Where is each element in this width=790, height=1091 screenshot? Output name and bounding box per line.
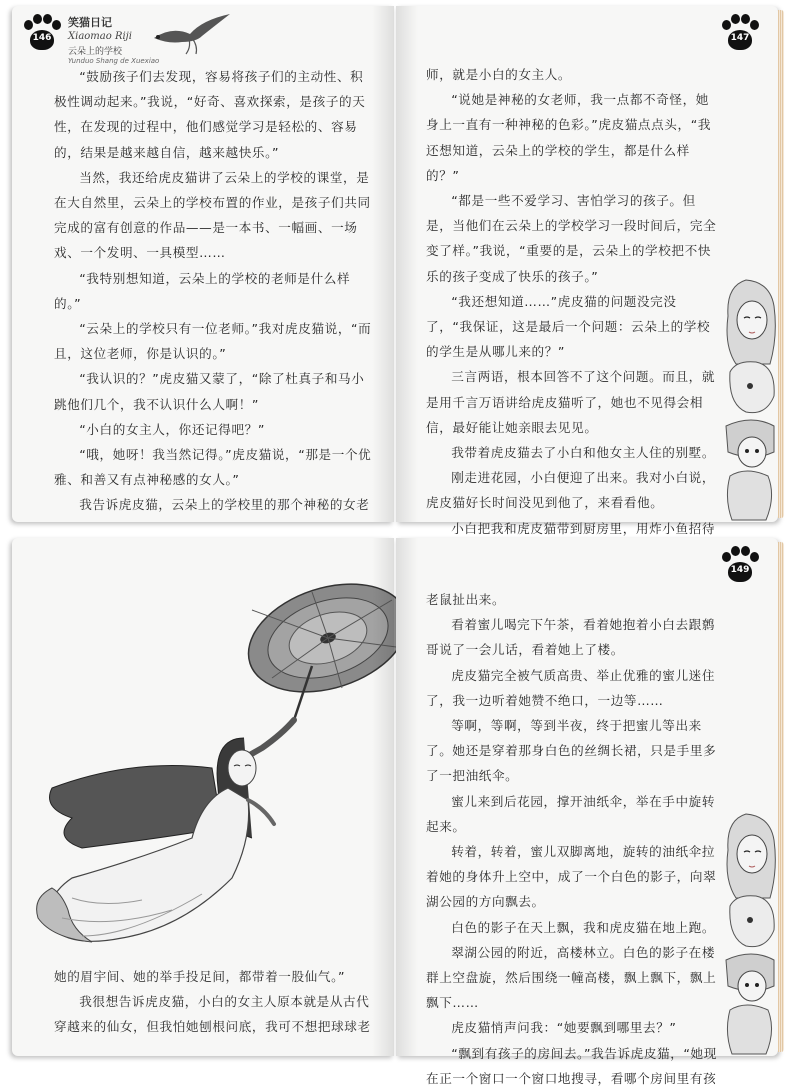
paragraph: “云朵上的学校只有一位老师。”我对虎皮猫说，“而且，这位老师，你是认识的。” — [54, 321, 372, 362]
paragraph: 我带着虎皮猫去了小白和他女主人住的别墅。 — [451, 445, 716, 461]
paragraph: 转着，转着，蜜儿双脚离地，旋转的油纸伞拉着她的身体升上空中，成了一个白色的影子，向翠湖公园的方向飘去。 — [426, 844, 717, 910]
body-text-149 — [426, 587, 718, 1091]
paragraph: “哦，她呀！我当然记得。”虎皮猫说，“那是一个优雅、和善又有点神秘感的女人。” — [54, 447, 372, 488]
top-spread — [12, 6, 778, 536]
paragraph: 老鼠扯出来。 — [426, 592, 506, 607]
paragraph: “我认识的？”虎皮猫又蒙了，“除了杜真子和马小跳他们几个，我不认识什么人啊！” — [54, 371, 365, 412]
flying-girl-umbrella-illustration — [12, 538, 394, 974]
series-title: 笑猫日记 — [68, 16, 112, 29]
page-edge — [778, 542, 784, 1052]
girls-margin-illustration — [716, 276, 778, 522]
page-number: 149 — [730, 565, 750, 575]
body-text-146 — [54, 64, 372, 518]
body-text-148 — [54, 964, 372, 1040]
paragraph: 白色的影子在天上飘，我和虎皮猫在地上跑。 — [451, 919, 716, 935]
paragraph: “说她是神秘的女老师，我一点都不奇怪，她身上一直有一种神秘的色彩。”虎皮猫点点头，“我还想知道，云朵上的学校的学生，都是什么样的？” — [426, 92, 712, 183]
page-number: 146 — [32, 33, 52, 43]
paragraph: 她的眉宇间、她的举手投足间，都带着一股仙气。” — [54, 969, 346, 984]
paragraph: 三言两语，根本回答不了这个问题。而且，就是用千言万语讲给虎皮猫听了，她也不见得会相信，最好能让她亲眼去见见。 — [426, 369, 716, 435]
paragraph: 当然，我还给虎皮猫讲了云朵上的学校的课堂，是在大自然里，云朵上的学校布置的作业，是孩子们共同完成的富有创意的作品——是一本书、一幅画、一场戏、一个发明、一具模型…… — [54, 169, 371, 261]
paragraph: 师，就是小白的女主人。 — [426, 67, 572, 82]
paragraph: 蜜儿来到后花园，撑开油纸伞，举在手中旋转起来。 — [426, 793, 716, 834]
page-146 — [12, 6, 394, 522]
girl-figure — [37, 720, 294, 942]
paragraph: “我特别想知道，云朵上的学校的老师是什么样的。” — [54, 270, 351, 311]
page-147 — [396, 6, 778, 536]
crane-illustration — [152, 12, 232, 56]
paragraph: 小白把我和虎皮猫带到厨房里，用炸小鱼招待 — [451, 520, 716, 536]
paragraph: 我很想告诉虎皮猫，小白的女主人原本就是从古代穿越来的仙女，但我怕她刨根问底，我可不想把球球老 — [54, 994, 371, 1035]
bottom-spread — [12, 538, 778, 1086]
paragraph: 等啊，等啊，等到半夜，终于把蜜儿等出来了。她还是穿着那身白色的丝绸长裙，只是手里多了一把油纸伞。 — [426, 718, 717, 784]
paw-page-number-146 — [20, 12, 64, 56]
series-romanized: Xiaomao Riji — [68, 31, 132, 42]
paragraph: “小白的女主人，你还记得吧？” — [79, 421, 265, 437]
book-title: 云朵上的学校 — [68, 47, 123, 57]
paragraph: 看着蜜儿喝完下午茶，看着她抱着小白去跟鹩哥说了一会儿话，看着她上了楼。 — [426, 617, 716, 658]
girls-margin-illustration — [716, 810, 778, 1056]
paragraph: 虎皮猫悄声问我：“她要飘到哪里去？” — [451, 1020, 677, 1036]
paragraph: 虎皮猫完全被气质高贵、举止优雅的蜜儿迷住了，我一边听着她赞不绝口，一边等…… — [426, 667, 716, 708]
book-romanized: Yunduo Shang de Xuexiao — [68, 57, 160, 65]
paragraph: 翠湖公园的附近，高楼林立。白色的影子在楼群上空盘旋，然后围绕一幢高楼，飘上飘下，飘上飘下…… — [426, 944, 717, 1011]
paragraph: 我告诉虎皮猫，云朵上的学校里的那个神秘的女老 — [79, 497, 370, 513]
paragraph: “都是一些不爱学习、害怕学习的孩子。但是，当他们在云朵上的学校学习一段时间后，完全变了样。”我说，“重要的是，云朵上的学校把不快乐的孩子变成了快乐的孩子。” — [426, 193, 717, 284]
paw-page-number-149 — [718, 544, 762, 588]
page-148 — [12, 538, 394, 1056]
running-header — [68, 14, 159, 65]
page-number: 147 — [730, 33, 750, 43]
paw-page-number-147 — [718, 12, 762, 56]
paragraph: “鼓励孩子们去发现，容易将孩子们的主动性、积极性调动起来。”我说，“好奇、喜欢探索，是孩子的天性，在发现的过程中，他们感觉学习是轻松的、容易的，结果是越来越自信，越来越快乐。” — [54, 69, 366, 160]
body-text-147 — [426, 62, 718, 541]
page-edge — [778, 10, 784, 518]
oil-paper-umbrella — [235, 565, 422, 720]
paragraph: 刚走进花园，小白便迎了出来。我对小白说，虎皮猫好长时间没见到他了，来看看他。 — [426, 470, 716, 511]
paragraph: “我还想知道……”虎皮猫的问题没完没了，“我保证，这是最后一个问题：云朵上的学校的学生是从哪儿来的？” — [426, 293, 711, 360]
paragraph: “飘到有孩子的房间去。”我告诉虎皮猫，“她现在正一个窗口一个窗口地搜寻，看哪个房间里有孩 — [426, 1045, 717, 1086]
page-149 — [396, 538, 778, 1086]
